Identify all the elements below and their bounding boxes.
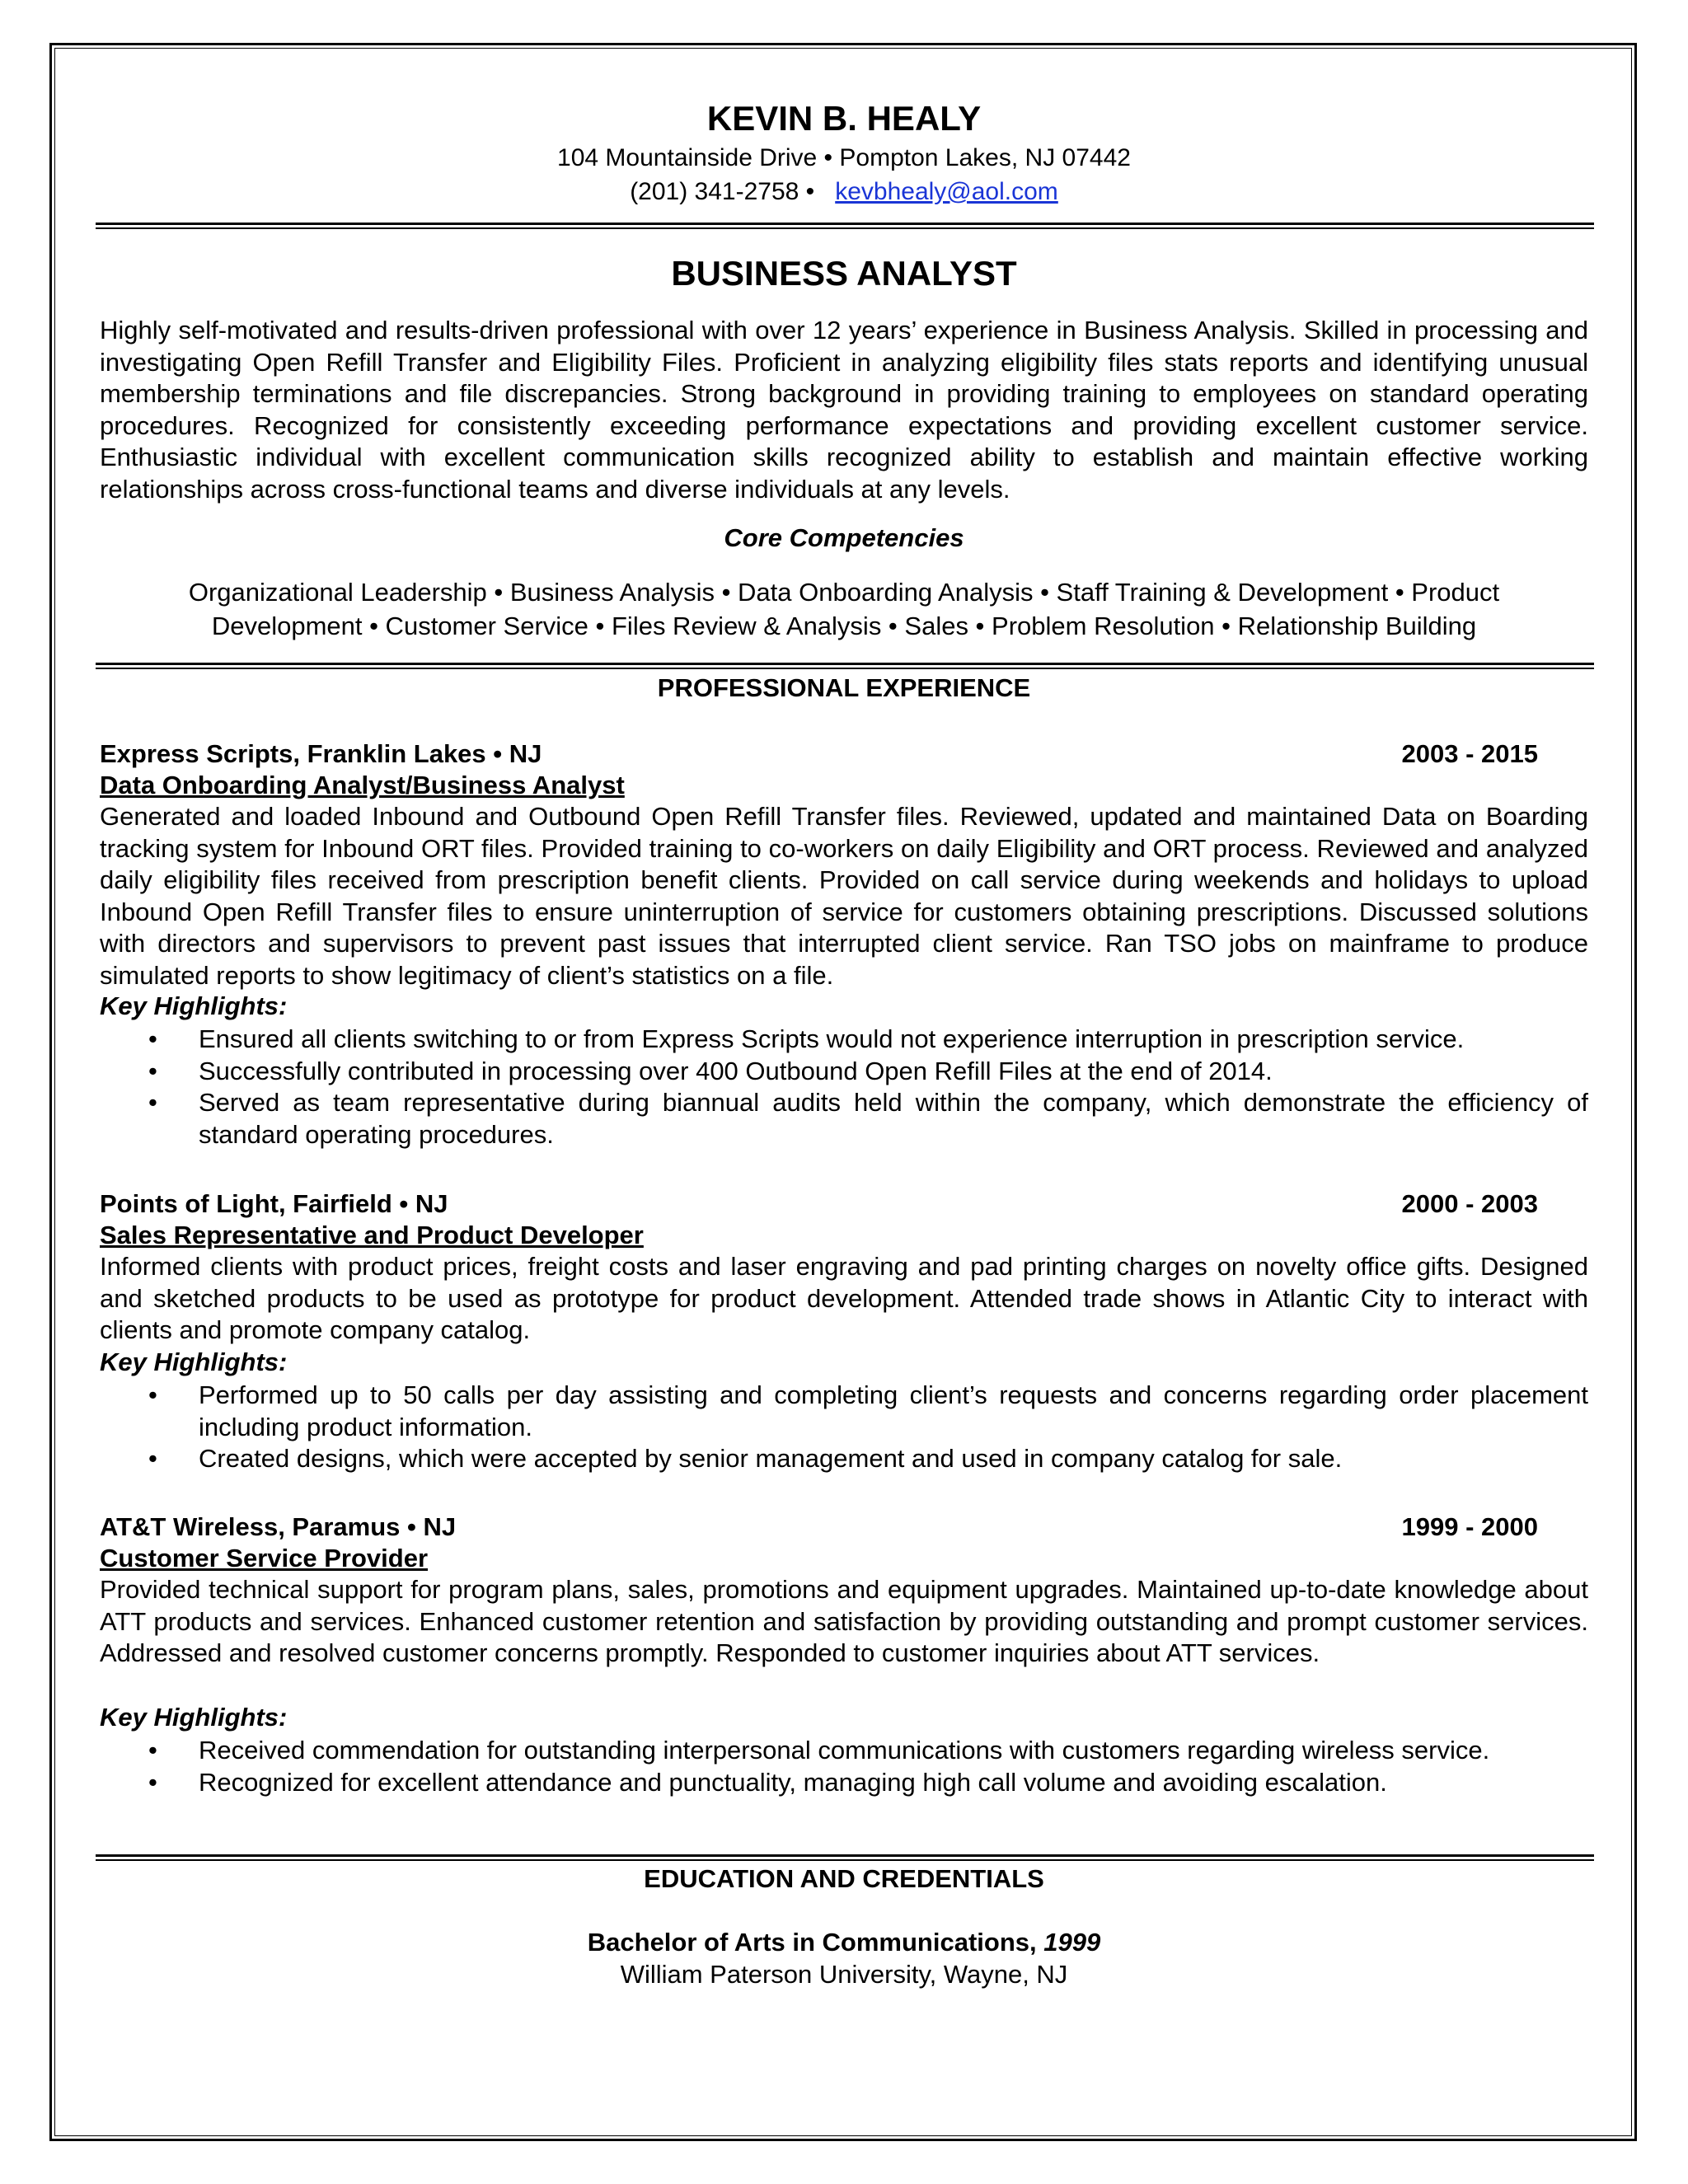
bullet-icon: •: [148, 1056, 157, 1085]
list-item: • Performed up to 50 calls per day assisting and completing client’s requests and concerns regarding order placement including product information.: [148, 1380, 1588, 1441]
job-dates: 2000 - 2003: [1401, 1189, 1538, 1218]
list-item: • Recognized for excellent attendance and punctuality, managing high call volume and avoiding escalation.: [100, 1767, 1588, 1799]
list-item: • Ensured all clients switching to or from Express Scripts would not experience interruption in prescription service.: [100, 1024, 1588, 1056]
job-description: Informed clients with product prices, freight costs and laser engraving and pad printing charges on novelty office gifts. Designed and sketched products to be used as prototype for product development. Attended trade shows in Atlantic City to interact with clients and promote company catalog.: [100, 1252, 1588, 1344]
competencies-line: Organizational Leadership • Business Analysis • Data Onboarding Analysis • Staff Training & Development • Product: [188, 578, 1500, 607]
email-link[interactable]: kevbhealy@aol.com: [835, 178, 1058, 205]
list-item: • Received commendation for outstanding interpersonal communications with customers regarding wireless service.: [100, 1735, 1588, 1767]
company: Express Scripts, Franklin Lakes • NJ: [100, 739, 542, 768]
bullet-icon: •: [148, 1767, 157, 1797]
key-highlights-label: Key Highlights:: [100, 1703, 288, 1732]
job-dates: 1999 - 2000: [1401, 1512, 1538, 1541]
degree: [97, 1926, 1591, 1959]
bullet-icon: •: [148, 1024, 157, 1053]
list-item: • Created designs, which were accepted by senior management and used in company catalog for sale.: [100, 1443, 1588, 1475]
competencies-heading: Core Competencies: [724, 523, 964, 552]
job-header: [100, 738, 1538, 770]
job-header: [100, 1188, 1538, 1220]
bullet-icon: •: [148, 1736, 157, 1765]
highlights-list: [100, 1024, 1588, 1151]
highlights-list: [100, 1735, 1588, 1798]
job-dates: 2003 - 2015: [1401, 739, 1538, 768]
education-heading: EDUCATION AND CREDENTIALS: [644, 1864, 1044, 1893]
key-highlights-label: Key Highlights:: [100, 991, 288, 1020]
address: 104 Mountainside Drive • Pompton Lakes, NJ 07442: [557, 144, 1131, 171]
company: Points of Light, Fairfield • NJ: [100, 1189, 448, 1218]
contact-line: [97, 176, 1591, 209]
phone: (201) 341-2758 •: [630, 178, 815, 205]
job-description: Generated and loaded Inbound and Outbound Open Refill Transfer files. Reviewed, updated and maintained Data on Boarding tracking system for Inbound ORT files. Provided training to co-workers on daily Eligibility and ORT process. Reviewed and analyzed daily eligibility files received from prescription benefit clients. Provided on call service during weekends and holidays to upload Inbound Open Refill Transfer files to ensure uninterruption of service for customers obtaining prescriptions. Discussed solutions with directors and supervisors to prevent past issues that interrupted client service. Ran TSO jobs on mainframe to produce simulated reports to show legitimacy of client’s statistics on a file.: [100, 802, 1588, 990]
key-highlights-label: Key Highlights:: [100, 1347, 288, 1376]
job-description: Provided technical support for program plans, sales, promotions and equipment upgrades. Maintained up-to-date knowledge about ATT products and services. Enhanced customer retention and satisfaction by providing outstanding and prompt customer services. Addressed and resolved customer concerns promptly. Responded to customer inquiries about ATT services.: [100, 1575, 1588, 1667]
school: William Paterson University, Wayne, NJ: [620, 1960, 1068, 1989]
list-item: • Served as team representative during biannual audits held within the company, which demonstrate the efficiency of standard operating procedures.: [148, 1088, 1588, 1149]
company: AT&T Wireless, Paramus • NJ: [100, 1512, 457, 1541]
divider: [96, 1854, 1594, 1861]
candidate-name: KEVIN B. HEALY: [706, 99, 982, 138]
degree-year: 1999: [1043, 1928, 1101, 1957]
bullet-icon: •: [148, 1380, 157, 1409]
competencies-line: Development • Customer Service • Files Review & Analysis • Sales • Problem Resolution • Relationship Building: [211, 612, 1477, 640]
divider: [96, 223, 1594, 229]
job-header: [100, 1511, 1538, 1543]
degree-name: Bachelor of Arts in Communications,: [587, 1928, 1037, 1957]
list-item: • Successfully contributed in processing over 400 Outbound Open Refill Files at the end of 2014.: [100, 1056, 1588, 1088]
headline-title: BUSINESS ANALYST: [671, 254, 1017, 293]
bullet-icon: •: [148, 1088, 157, 1117]
job-role: Customer Service Provider: [100, 1544, 429, 1572]
divider: [96, 663, 1594, 669]
experience-heading: PROFESSIONAL EXPERIENCE: [657, 673, 1031, 702]
highlights-list: [100, 1380, 1588, 1475]
job-role: Data Onboarding Analyst/Business Analyst: [100, 771, 625, 799]
summary-paragraph: Highly self-motivated and results-driven professional with over 12 years’ experience in Business Analysis. Skilled in processing and investigating Open Refill Transfer and Eligibility Files. Proficient in analyzing eligibility files stats reports and identifying unusual membership terminations and file discrepancies. Strong background in providing training to employees on standard operating procedures. Recognized for consistently exceeding performance expectations and providing excellent customer service. Enthusiastic individual with excellent communication skills recognized ability to establish and maintain effective working relationships across cross-functional teams and diverse individuals at any levels.: [100, 316, 1588, 504]
job-role: Sales Representative and Product Developer: [100, 1221, 644, 1249]
bullet-icon: •: [148, 1444, 157, 1473]
